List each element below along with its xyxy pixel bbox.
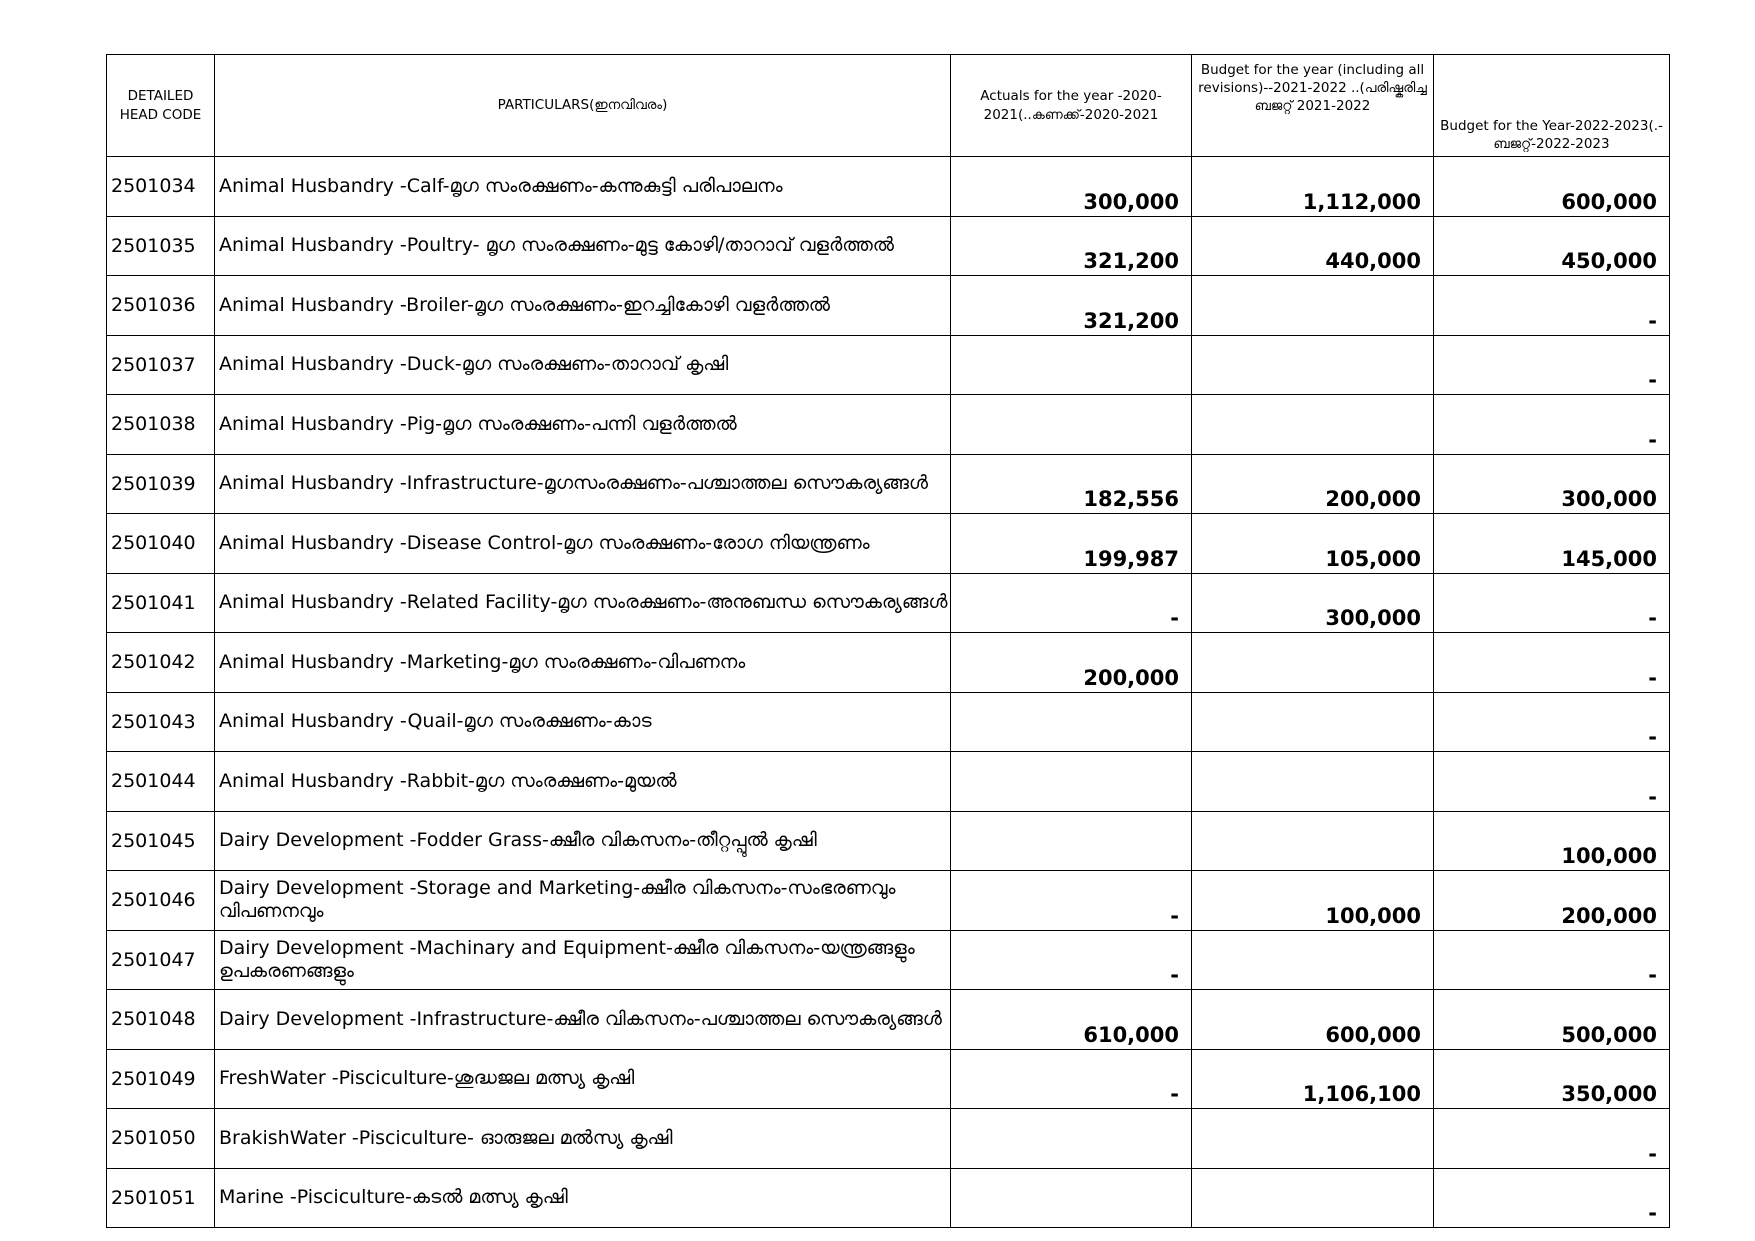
actual-cell: -	[951, 1049, 1192, 1109]
code-cell: 2501044	[107, 752, 215, 812]
table-row	[107, 514, 1670, 574]
particulars-cell: Animal Husbandry -Marketing-മൃഗ സംരക്ഷണം-വിപണനം	[215, 633, 951, 693]
actual-cell: -	[951, 871, 1192, 931]
actual-cell: 610,000	[951, 990, 1192, 1050]
budget-2022-23-cell: -	[1434, 573, 1670, 633]
table-row	[107, 216, 1670, 276]
code-cell: 2501051	[107, 1168, 215, 1228]
budget-2022-23-cell: 500,000	[1434, 990, 1670, 1050]
table-row	[107, 454, 1670, 514]
header-row	[107, 55, 1670, 157]
budget-2021-22-cell: 300,000	[1192, 573, 1434, 633]
particulars-cell: Dairy Development -Infrastructure-ക്ഷീര വികസനം-പശ്ചാത്തല സൌകര്യങ്ങൾ	[215, 990, 951, 1050]
code-cell: 2501036	[107, 276, 215, 336]
particulars-cell: Animal Husbandry -Duck-മൃഗ സംരക്ഷണം-താറാവ് കൃഷി	[215, 335, 951, 395]
particulars-cell: Animal Husbandry -Infrastructure-മൃഗസംരക്ഷണം-പശ്ചാത്തല സൌകര്യങ്ങൾ	[215, 454, 951, 514]
header-budget-current: Budget for the year (including all revisions)--2021-2022 ..(പരിഷ്കരിച്ച ബജറ്റ് 2021-2022	[1192, 55, 1434, 157]
actual-cell	[951, 811, 1192, 871]
table-body	[107, 157, 1670, 1228]
particulars-cell: Animal Husbandry -Poultry- മൃഗ സംരക്ഷണം-മുട്ട കോഴി/താറാവ് വളർത്തൽ	[215, 216, 951, 276]
code-cell: 2501039	[107, 454, 215, 514]
code-cell: 2501049	[107, 1049, 215, 1109]
actual-cell: 182,556	[951, 454, 1192, 514]
particulars-cell: Animal Husbandry -Broiler-മൃഗ സംരക്ഷണം-ഇറച്ചികോഴി വളർത്തൽ	[215, 276, 951, 336]
table-row	[107, 1049, 1670, 1109]
budget-2021-22-cell	[1192, 930, 1434, 990]
particulars-cell: Dairy Development -Machinary and Equipment-ക്ഷീര വികസനം-യന്ത്രങ്ങളും ഉപകരണങ്ങളും	[215, 930, 951, 990]
code-cell: 2501038	[107, 395, 215, 455]
actual-cell	[951, 1168, 1192, 1228]
budget-2022-23-cell: -	[1434, 1109, 1670, 1169]
actual-cell	[951, 752, 1192, 812]
table-row	[107, 811, 1670, 871]
budget-2021-22-cell	[1192, 1168, 1434, 1228]
actual-cell: 200,000	[951, 633, 1192, 693]
code-cell: 2501042	[107, 633, 215, 693]
budget-2021-22-cell	[1192, 1109, 1434, 1169]
actual-cell	[951, 1109, 1192, 1169]
budget-2022-23-cell: -	[1434, 335, 1670, 395]
budget-2022-23-cell: 100,000	[1434, 811, 1670, 871]
actual-cell: 300,000	[951, 157, 1192, 217]
budget-2022-23-cell: -	[1434, 930, 1670, 990]
budget-2022-23-cell: 450,000	[1434, 216, 1670, 276]
budget-2022-23-cell: -	[1434, 276, 1670, 336]
code-cell: 2501040	[107, 514, 215, 574]
particulars-cell: Marine -Pisciculture-കടൽ മത്സ്യ കൃഷി	[215, 1168, 951, 1228]
actual-cell: 321,200	[951, 276, 1192, 336]
code-cell: 2501035	[107, 216, 215, 276]
budget-2022-23-cell: 600,000	[1434, 157, 1670, 217]
header-actuals: Actuals for the year -2020-2021(..കണക്ക്-2020-2021	[951, 55, 1192, 157]
header-budget-next: Budget for the Year-2022-2023(.-ബജറ്റ്-2022-2023	[1434, 55, 1670, 157]
table-row	[107, 1168, 1670, 1228]
table-row	[107, 871, 1670, 931]
actual-cell	[951, 395, 1192, 455]
table-row	[107, 1109, 1670, 1169]
budget-2021-22-cell: 1,112,000	[1192, 157, 1434, 217]
table-row	[107, 990, 1670, 1050]
code-cell: 2501034	[107, 157, 215, 217]
particulars-cell: Animal Husbandry -Quail-മൃഗ സംരക്ഷണം-കാട	[215, 692, 951, 752]
code-cell: 2501045	[107, 811, 215, 871]
particulars-cell: BrakishWater -Pisciculture- ഓരുജല മൽസ്യ കൃഷി	[215, 1109, 951, 1169]
particulars-cell: Animal Husbandry -Disease Control-മൃഗ സംരക്ഷണം-രോഗ നിയന്ത്രണം	[215, 514, 951, 574]
code-cell: 2501046	[107, 871, 215, 931]
code-cell: 2501037	[107, 335, 215, 395]
budget-2022-23-cell: -	[1434, 752, 1670, 812]
budget-2021-22-cell: 105,000	[1192, 514, 1434, 574]
code-cell: 2501048	[107, 990, 215, 1050]
actual-cell	[951, 335, 1192, 395]
budget-2021-22-cell	[1192, 811, 1434, 871]
table-row	[107, 335, 1670, 395]
budget-2021-22-cell: 100,000	[1192, 871, 1434, 931]
table-row	[107, 633, 1670, 693]
budget-2021-22-cell	[1192, 752, 1434, 812]
code-cell: 2501043	[107, 692, 215, 752]
budget-2021-22-cell	[1192, 692, 1434, 752]
actual-cell: -	[951, 573, 1192, 633]
budget-2021-22-cell	[1192, 335, 1434, 395]
code-cell: 2501041	[107, 573, 215, 633]
budget-2022-23-cell: -	[1434, 692, 1670, 752]
budget-2022-23-cell: -	[1434, 1168, 1670, 1228]
budget-2022-23-cell: -	[1434, 395, 1670, 455]
budget-2021-22-cell	[1192, 395, 1434, 455]
table-row	[107, 573, 1670, 633]
budget-2021-22-cell	[1192, 276, 1434, 336]
table-row	[107, 395, 1670, 455]
code-cell: 2501050	[107, 1109, 215, 1169]
budget-2021-22-cell	[1192, 633, 1434, 693]
particulars-cell: Animal Husbandry -Calf-മൃഗ സംരക്ഷണം-കന്നുകുട്ടി പരിപാലനം	[215, 157, 951, 217]
budget-2022-23-cell: 200,000	[1434, 871, 1670, 931]
budget-2022-23-cell: 350,000	[1434, 1049, 1670, 1109]
header-code: DETAILED HEAD CODE	[107, 55, 215, 157]
budget-2021-22-cell: 200,000	[1192, 454, 1434, 514]
actual-cell: 199,987	[951, 514, 1192, 574]
particulars-cell: Dairy Development -Storage and Marketing-ക്ഷീര വികസനം-സംഭരണവും വിപണനവും	[215, 871, 951, 931]
actual-cell: -	[951, 930, 1192, 990]
actual-cell: 321,200	[951, 216, 1192, 276]
particulars-cell: FreshWater -Pisciculture-ശുദ്ധജല മത്സ്യ കൃഷി	[215, 1049, 951, 1109]
particulars-cell: Dairy Development -Fodder Grass-ക്ഷീര വികസനം-തീറ്റപ്പുൽ കൃഷി	[215, 811, 951, 871]
particulars-cell: Animal Husbandry -Related Facility-മൃഗ സംരക്ഷണം-അനുബന്ധ സൌകര്യങ്ങൾ	[215, 573, 951, 633]
table-row	[107, 276, 1670, 336]
budget-2021-22-cell: 600,000	[1192, 990, 1434, 1050]
actual-cell	[951, 692, 1192, 752]
table-row	[107, 157, 1670, 217]
header-particulars: PARTICULARS(ഇനവിവരം)	[215, 55, 951, 157]
budget-2022-23-cell: -	[1434, 633, 1670, 693]
particulars-cell: Animal Husbandry -Pig-മൃഗ സംരക്ഷണം-പന്നി വളർത്തൽ	[215, 395, 951, 455]
budget-2022-23-cell: 300,000	[1434, 454, 1670, 514]
particulars-cell: Animal Husbandry -Rabbit-മൃഗ സംരക്ഷണം-മുയൽ	[215, 752, 951, 812]
table-row	[107, 692, 1670, 752]
table-row	[107, 930, 1670, 990]
code-cell: 2501047	[107, 930, 215, 990]
budget-2021-22-cell: 1,106,100	[1192, 1049, 1434, 1109]
budget-2022-23-cell: 145,000	[1434, 514, 1670, 574]
budget-table	[106, 54, 1670, 1228]
table-row	[107, 752, 1670, 812]
budget-2021-22-cell: 440,000	[1192, 216, 1434, 276]
